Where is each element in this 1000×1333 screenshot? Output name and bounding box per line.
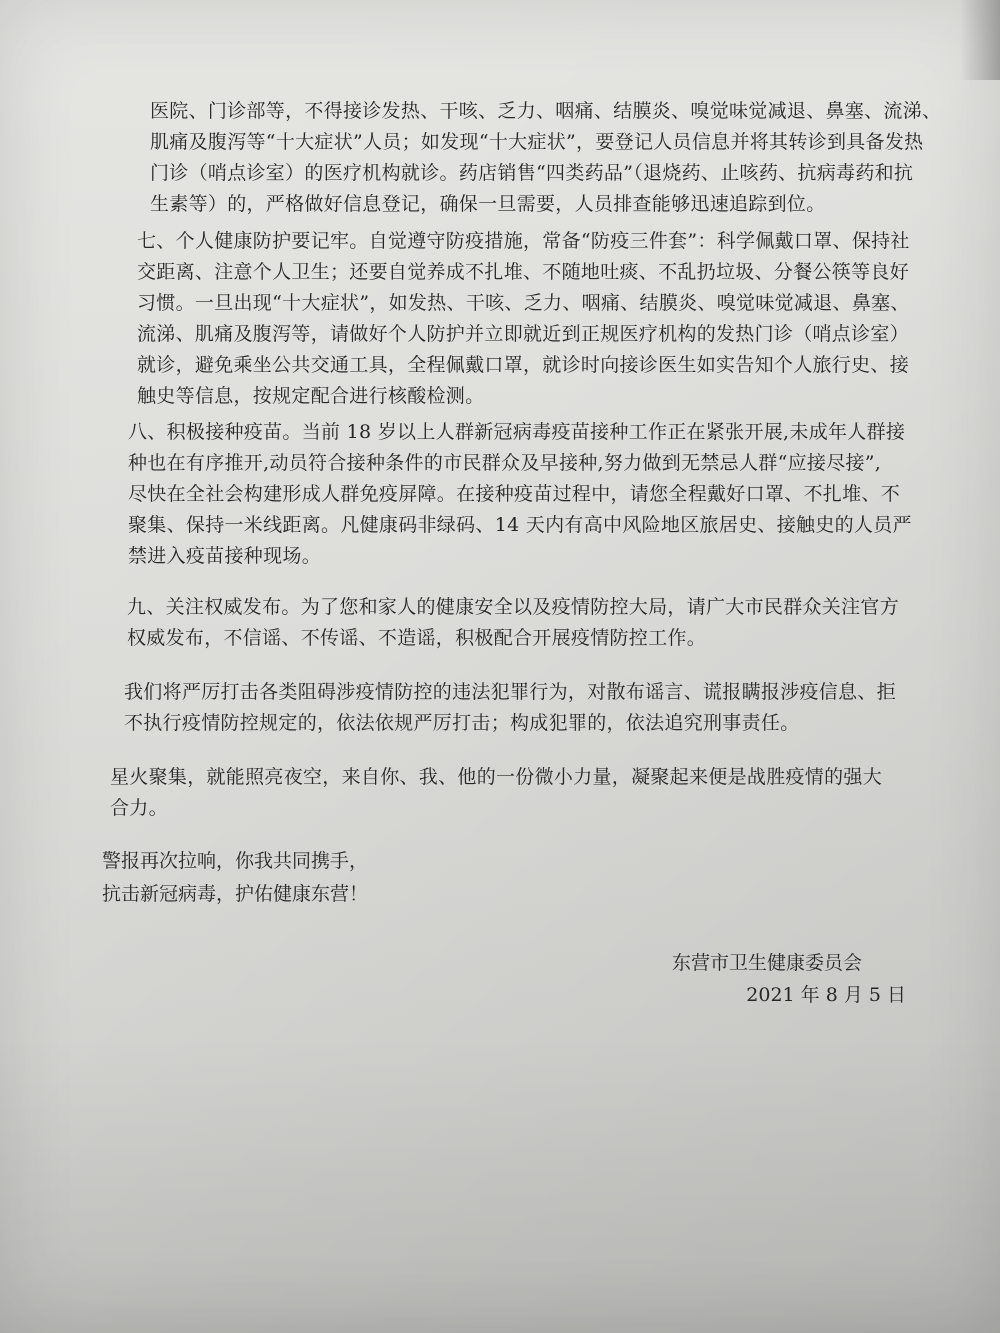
text-line: 触史等信息，按规定配合进行核酸检测。: [137, 385, 485, 407]
text-line: 不执行疫情防控规定的，依法依规严厉打击；构成犯罪的，依法追究刑事责任。: [124, 712, 800, 734]
text-line: 流涕、肌痛及腹泻等，请做好个人防护并立即就近到正规医疗机构的发热门诊（哨点诊室）: [137, 323, 910, 345]
slogan-line: 警报再次拉响，你我共同携手，: [102, 850, 369, 872]
text-line: 七、个人健康防护要记牢。自觉遵守防疫措施，常备“防疫三件套”：科学佩戴口罩、保持社: [137, 230, 910, 252]
signature-block: [672, 947, 906, 1011]
paragraph-eight-vaccination: [128, 417, 912, 572]
text-line: 我们将严厉打击各类阻碍涉疫情防控的违法犯罪行为，对散布谣言、谎报瞒报涉疫信息、拒: [124, 681, 897, 703]
text-line: 交距离、注意个人卫生；还要自觉养成不扎堆、不随地吐痰、不乱扔垃圾、分餐公筷等良好: [137, 261, 910, 283]
closing-slogan: [102, 845, 368, 911]
page-corner-shadow: [960, 0, 1000, 80]
text-line: 医院、门诊部等，不得接诊发热、干咳、乏力、咽痛、结膜炎、嗅觉味觉减退、鼻塞、流涕、: [150, 100, 942, 122]
paragraph-legal-warning: [124, 677, 896, 739]
signature-date: 2021 年 8 月 5 日: [746, 984, 906, 1006]
text-line: 生素等）的，严格做好信息登记，确保一旦需要，人员排查能够迅速追踪到位。: [150, 193, 826, 215]
text-line: 聚集、保持一米线距离。凡健康码非绿码、14 天内有高中风险地区旅居史、接触史的人员严: [128, 514, 912, 536]
text-line: 星火聚集，就能照亮夜空，来自你、我、他的一份微小力量，凝聚起来便是战胜疫情的强大: [110, 766, 883, 788]
text-line: 种也在有序推开,动员符合接种条件的市民群众及早接种,努力做到无禁忌人群“应接尽接”,: [128, 452, 882, 474]
signature-org: 东营市卫生健康委员会: [671, 952, 862, 974]
page-shading: [0, 1033, 1000, 1333]
text-line: 九、关注权威发布。为了您和家人的健康安全以及疫情防控大局，请广大市民群众关注官方: [127, 596, 900, 618]
paragraph-seven-personal-protection: [137, 226, 910, 412]
text-line: 八、积极接种疫苗。当前 18 岁以上人群新冠病毒疫苗接种工作正在紧张开展,未成年人群接: [128, 421, 906, 443]
slogan-line: 抗击新冠病毒，护佑健康东营！: [102, 883, 369, 905]
text-line: 肌痛及腹泻等“十大症状”人员；如发现“十大症状”，要登记人员信息并将其转诊到具备发热: [150, 131, 924, 153]
text-line: 门诊（哨点诊室）的医疗机构就诊。药店销售“四类药品”（退烧药、止咳药、抗病毒药和抗: [150, 162, 914, 184]
paragraph-continuation: [150, 96, 941, 220]
text-line: 习惯。一旦出现“十大症状”，如发热、干咳、乏力、咽痛、结膜炎、嗅觉味觉减退、鼻塞、: [137, 292, 910, 314]
text-line: 权威发布，不信谣、不传谣、不造谣，积极配合开展疫情防控工作。: [127, 627, 707, 649]
paragraph-spark: [110, 762, 882, 824]
text-line: 尽快在全社会构建形成人群免疫屏障。在接种疫苗过程中，请您全程戴好口罩、不扎堆、不: [128, 483, 901, 505]
text-line: 合力。: [110, 797, 168, 819]
text-line: 就诊，避免乘坐公共交通工具，全程佩戴口罩，就诊时向接诊医生如实告知个人旅行史、接: [137, 354, 910, 376]
text-line: 禁进入疫苗接种现场。: [128, 545, 322, 567]
paragraph-nine-official-info: [127, 592, 899, 654]
